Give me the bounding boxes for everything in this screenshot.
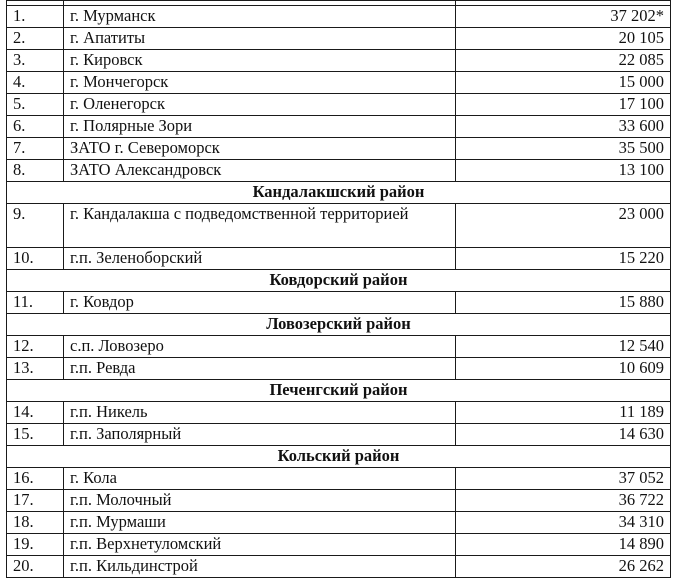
table-row bbox=[7, 358, 671, 380]
row-number: 13. bbox=[7, 358, 64, 380]
row-number: 18. bbox=[7, 512, 64, 534]
table-row bbox=[7, 50, 671, 72]
row-number: 15. bbox=[7, 424, 64, 446]
section-title: Кольский район bbox=[7, 446, 671, 468]
section-title: Печенгский район bbox=[7, 380, 671, 402]
population-value: 11 189 bbox=[456, 402, 671, 424]
table-row bbox=[7, 116, 671, 138]
table-row bbox=[7, 94, 671, 116]
row-number: 8. bbox=[7, 160, 64, 182]
table-body bbox=[7, 1, 671, 578]
table-row bbox=[7, 424, 671, 446]
row-number: 5. bbox=[7, 94, 64, 116]
row-number: 9. bbox=[7, 204, 64, 248]
population-value: 33 600 bbox=[456, 116, 671, 138]
row-number: 3. bbox=[7, 50, 64, 72]
table-row bbox=[7, 160, 671, 182]
table-row bbox=[7, 402, 671, 424]
row-number: 7. bbox=[7, 138, 64, 160]
row-number: 20. bbox=[7, 556, 64, 578]
row-number: 11. bbox=[7, 292, 64, 314]
settlement-name: г.п. Никель bbox=[64, 402, 456, 424]
population-value: 14 890 bbox=[456, 534, 671, 556]
settlement-name: г. Кола bbox=[64, 468, 456, 490]
row-number: 12. bbox=[7, 336, 64, 358]
section-title: Ковдорский район bbox=[7, 270, 671, 292]
settlement-name: ЗАТО Александровск bbox=[64, 160, 456, 182]
population-value: 10 609 bbox=[456, 358, 671, 380]
row-number: 6. bbox=[7, 116, 64, 138]
settlement-name: г. Ковдор bbox=[64, 292, 456, 314]
table-row bbox=[7, 556, 671, 578]
row-number: 19. bbox=[7, 534, 64, 556]
section-header-row bbox=[7, 270, 671, 292]
row-number: 10. bbox=[7, 248, 64, 270]
population-value: 22 085 bbox=[456, 50, 671, 72]
row-number: 4. bbox=[7, 72, 64, 94]
table-row bbox=[7, 138, 671, 160]
table-row bbox=[7, 512, 671, 534]
population-value: 36 722 bbox=[456, 490, 671, 512]
settlement-name: г.п. Молочный bbox=[64, 490, 456, 512]
population-value: 35 500 bbox=[456, 138, 671, 160]
population-value: 15 880 bbox=[456, 292, 671, 314]
settlement-name: с.п. Ловозеро bbox=[64, 336, 456, 358]
population-value: 13 100 bbox=[456, 160, 671, 182]
settlement-name: г.п. Ревда bbox=[64, 358, 456, 380]
settlement-name: г.п. Зеленоборский bbox=[64, 248, 456, 270]
settlement-name: г.п. Верхнетуломский bbox=[64, 534, 456, 556]
row-number: 17. bbox=[7, 490, 64, 512]
population-value: 17 100 bbox=[456, 94, 671, 116]
table-row bbox=[7, 468, 671, 490]
section-header-row bbox=[7, 380, 671, 402]
settlements-table bbox=[6, 0, 671, 578]
population-value: 34 310 bbox=[456, 512, 671, 534]
population-value: 14 630 bbox=[456, 424, 671, 446]
table-row bbox=[7, 490, 671, 512]
table-row bbox=[7, 6, 671, 28]
section-header-row bbox=[7, 314, 671, 336]
population-value: 23 000 bbox=[456, 204, 671, 248]
settlement-name: г. Полярные Зори bbox=[64, 116, 456, 138]
settlement-name: г. Кировск bbox=[64, 50, 456, 72]
table-row bbox=[7, 534, 671, 556]
population-value: 37 052 bbox=[456, 468, 671, 490]
row-number: 1. bbox=[7, 6, 64, 28]
row-number: 16. bbox=[7, 468, 64, 490]
settlement-name: г.п. Мурмаши bbox=[64, 512, 456, 534]
table-row bbox=[7, 72, 671, 94]
population-value: 20 105 bbox=[456, 28, 671, 50]
settlement-name: г. Кандалакша с подведомственной территорией bbox=[64, 204, 456, 248]
table-row bbox=[7, 28, 671, 50]
settlement-name: г.п. Кильдинстрой bbox=[64, 556, 456, 578]
settlement-name: г.п. Заполярный bbox=[64, 424, 456, 446]
population-value: 37 202* bbox=[456, 6, 671, 28]
table-row bbox=[7, 336, 671, 358]
section-header-row bbox=[7, 446, 671, 468]
row-number: 2. bbox=[7, 28, 64, 50]
section-title: Ловозерский район bbox=[7, 314, 671, 336]
table-row bbox=[7, 292, 671, 314]
settlement-name: г. Оленегорск bbox=[64, 94, 456, 116]
population-value: 15 000 bbox=[456, 72, 671, 94]
population-value: 15 220 bbox=[456, 248, 671, 270]
population-value: 26 262 bbox=[456, 556, 671, 578]
row-number: 14. bbox=[7, 402, 64, 424]
section-header-row bbox=[7, 182, 671, 204]
settlement-name: г. Мончегорск bbox=[64, 72, 456, 94]
section-title: Кандалакшский район bbox=[7, 182, 671, 204]
table-row bbox=[7, 204, 671, 248]
population-value: 12 540 bbox=[456, 336, 671, 358]
settlement-name: г. Мурманск bbox=[64, 6, 456, 28]
table-row bbox=[7, 248, 671, 270]
settlement-name: г. Апатиты bbox=[64, 28, 456, 50]
settlement-name: ЗАТО г. Североморск bbox=[64, 138, 456, 160]
